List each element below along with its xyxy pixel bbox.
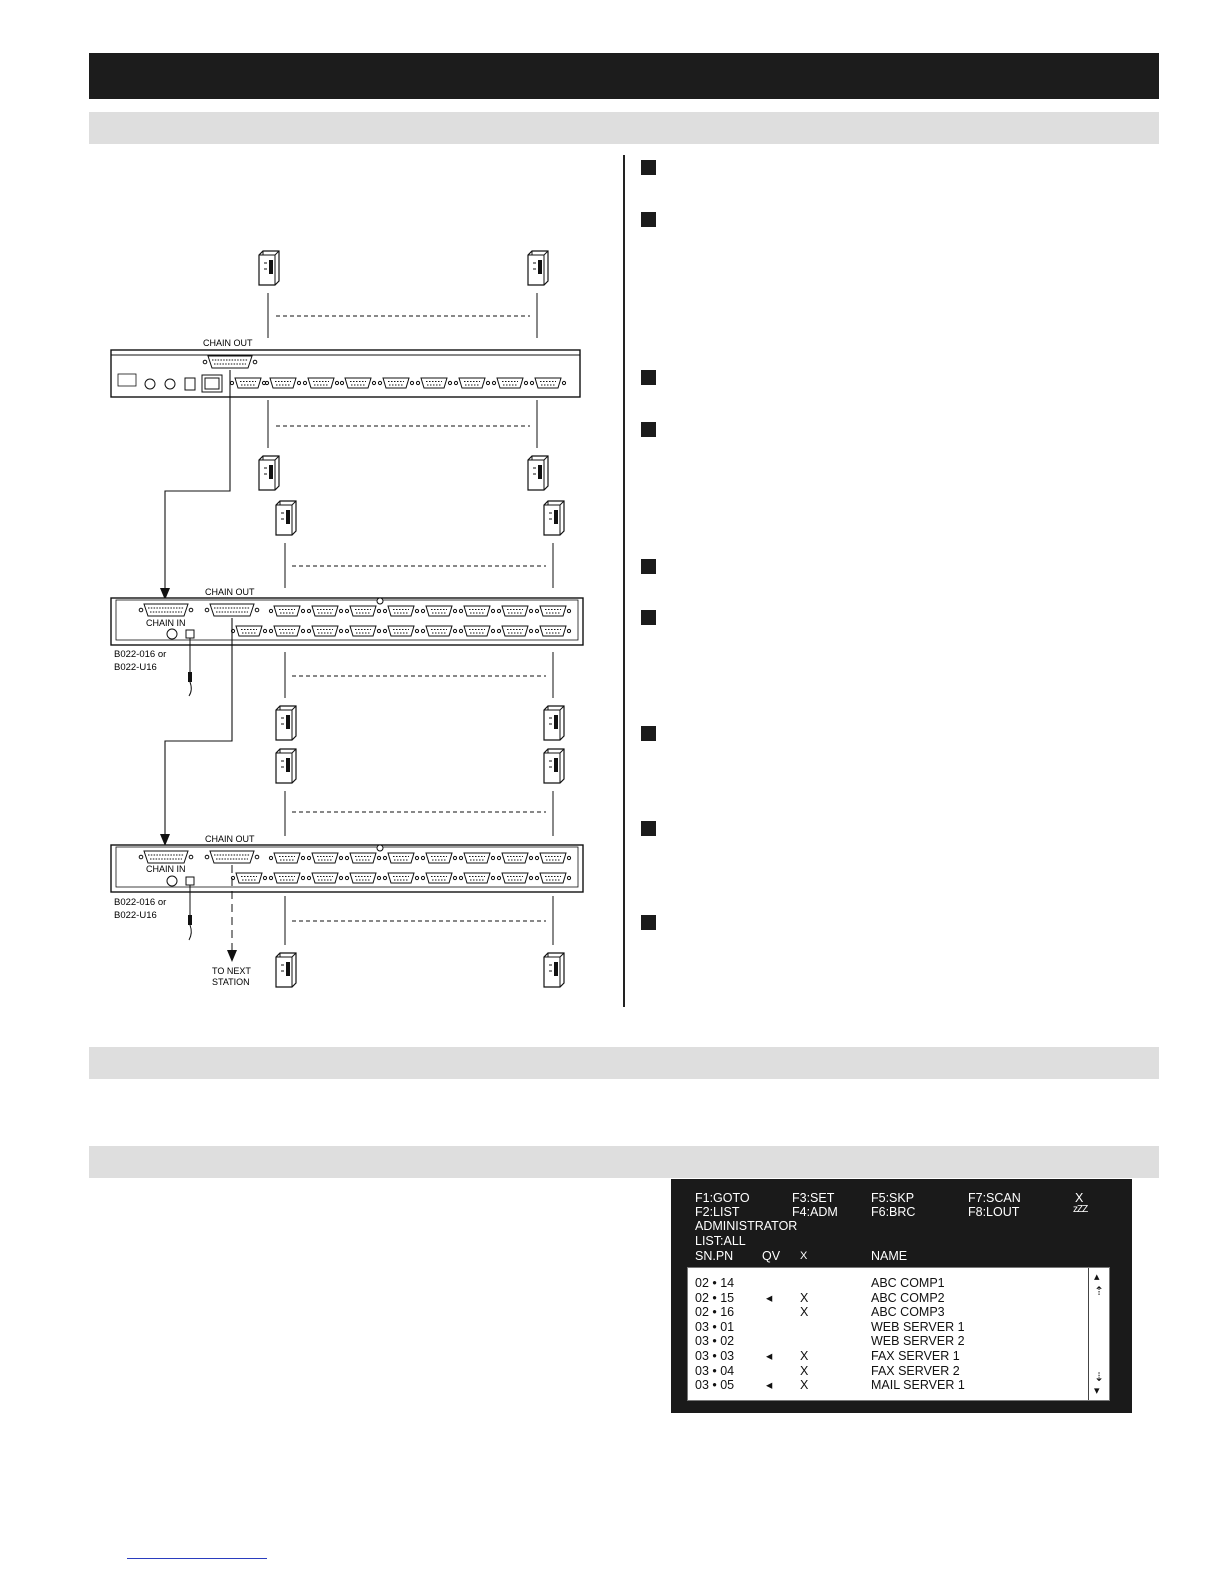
row-quickview-icon: ◂ xyxy=(766,1378,773,1393)
svg-text:CHAIN IN: CHAIN IN xyxy=(146,864,186,874)
page-title-bar xyxy=(89,53,1159,99)
row-port-name[interactable]: ABC COMP2 xyxy=(871,1290,945,1305)
row-port-id[interactable]: 02 • 14 xyxy=(695,1276,735,1290)
section-bar-3 xyxy=(89,1146,1159,1178)
column-divider xyxy=(623,155,625,1007)
row-quickview-icon: ◂ xyxy=(766,1290,773,1305)
row-x-mark: X xyxy=(800,1378,809,1393)
to-next-station-line2 xyxy=(212,977,250,987)
row-port-name[interactable]: ABC COMP3 xyxy=(871,1305,945,1320)
svg-text:STATION: STATION xyxy=(212,977,250,987)
step-bullet-2 xyxy=(641,212,656,227)
row-port-id[interactable]: 02 • 15 xyxy=(695,1290,735,1305)
col-header-snpn: SN.PN xyxy=(695,1249,734,1263)
hotkey-f7-scan[interactable]: F7:SCAN xyxy=(968,1191,1021,1205)
svg-text:CHAIN OUT: CHAIN OUT xyxy=(203,338,253,348)
hotkey-f4-adm[interactable]: F4:ADM xyxy=(792,1205,838,1219)
svg-text:B022-U16: B022-U16 xyxy=(114,662,157,673)
scroll-bottom-arrow-icon[interactable]: ▾ xyxy=(1094,1385,1100,1397)
hotkey-f1-goto[interactable]: F1:GOTO xyxy=(695,1191,750,1205)
row-port-name[interactable]: FAX SERVER 1 xyxy=(871,1349,960,1363)
svg-text:B022-016 or: B022-016 or xyxy=(114,897,167,908)
port-list[interactable] xyxy=(687,1267,1110,1401)
osd-list-mode: LIST:ALL xyxy=(695,1234,746,1248)
step-bullet-8 xyxy=(641,821,656,836)
row-port-name[interactable]: WEB SERVER 2 xyxy=(871,1334,965,1349)
svg-text:CHAIN IN: CHAIN IN xyxy=(146,618,186,628)
step-bullet-1 xyxy=(641,160,656,175)
row-x-mark: X xyxy=(800,1363,809,1378)
hotkey-f2-list[interactable]: F2:LIST xyxy=(695,1205,740,1219)
hotkey-f5-skp[interactable]: F5:SKP xyxy=(871,1191,915,1205)
svg-text:TO NEXT: TO NEXT xyxy=(212,966,251,976)
hotkey-f8-lout[interactable]: F8:LOUT xyxy=(968,1205,1020,1219)
row-x-mark: X xyxy=(800,1290,809,1305)
row-port-name[interactable]: MAIL SERVER 1 xyxy=(871,1378,965,1393)
row-port-name[interactable]: FAX SERVER 2 xyxy=(871,1363,960,1378)
section-bar-2 xyxy=(89,1047,1159,1079)
chain-out-label-1 xyxy=(203,337,253,347)
svg-text:CHAIN OUT: CHAIN OUT xyxy=(205,834,255,844)
scroll-top-arrow-icon[interactable]: ▴ xyxy=(1094,1271,1100,1283)
row-port-id[interactable]: 03 • 04 xyxy=(695,1363,735,1378)
row-x-mark: X xyxy=(800,1349,809,1363)
step-bullet-7 xyxy=(641,726,656,741)
step-bullet-9 xyxy=(641,915,656,930)
row-port-id[interactable]: 03 • 03 xyxy=(695,1349,735,1363)
hotkey-f3-set[interactable]: F3:SET xyxy=(792,1191,835,1205)
section-bar-installation xyxy=(89,112,1159,144)
osd-main-screen xyxy=(671,1179,1132,1413)
step-bullet-3 xyxy=(641,370,656,385)
step-bullet-6 xyxy=(641,610,656,625)
close-button[interactable]: X xyxy=(1075,1191,1084,1205)
row-port-name[interactable]: ABC COMP1 xyxy=(871,1276,945,1290)
row-port-id[interactable]: 02 • 16 xyxy=(695,1305,735,1320)
chain-in-label-2 xyxy=(146,618,186,628)
col-header-qv: QV xyxy=(762,1249,781,1263)
osd-user-label: ADMINISTRATOR xyxy=(695,1219,798,1233)
row-port-id[interactable]: 03 • 05 xyxy=(695,1378,735,1393)
model-label-line1 xyxy=(114,648,167,660)
row-port-name[interactable]: WEB SERVER 1 xyxy=(871,1319,965,1334)
hotkey-f6-brc[interactable]: F6:BRC xyxy=(871,1205,916,1219)
col-header-x: X xyxy=(800,1250,808,1262)
to-next-station-line1 xyxy=(212,966,251,976)
row-quickview-icon: ◂ xyxy=(766,1349,773,1363)
page-up-arrow-icon[interactable]: ⇡ xyxy=(1094,1284,1105,1298)
svg-text:CHAIN OUT: CHAIN OUT xyxy=(205,587,255,597)
port-list-scrollbar[interactable] xyxy=(1088,1268,1109,1400)
model-label-line2 xyxy=(114,661,155,671)
svg-text:B022-U16: B022-U16 xyxy=(114,910,157,921)
sleep-icon: zZZ xyxy=(1073,1204,1088,1215)
col-header-name: NAME xyxy=(871,1249,908,1263)
row-x-mark: X xyxy=(800,1305,809,1320)
row-port-id[interactable]: 03 • 01 xyxy=(695,1319,735,1334)
step-bullet-4 xyxy=(641,422,656,437)
page-down-arrow-icon[interactable]: ⇣ xyxy=(1094,1370,1105,1384)
row-port-id[interactable]: 03 • 02 xyxy=(695,1334,735,1349)
step-bullet-5 xyxy=(641,559,656,574)
svg-text:B022-016 or: B022-016 or xyxy=(114,649,167,660)
footer-link-underline xyxy=(127,1558,267,1559)
